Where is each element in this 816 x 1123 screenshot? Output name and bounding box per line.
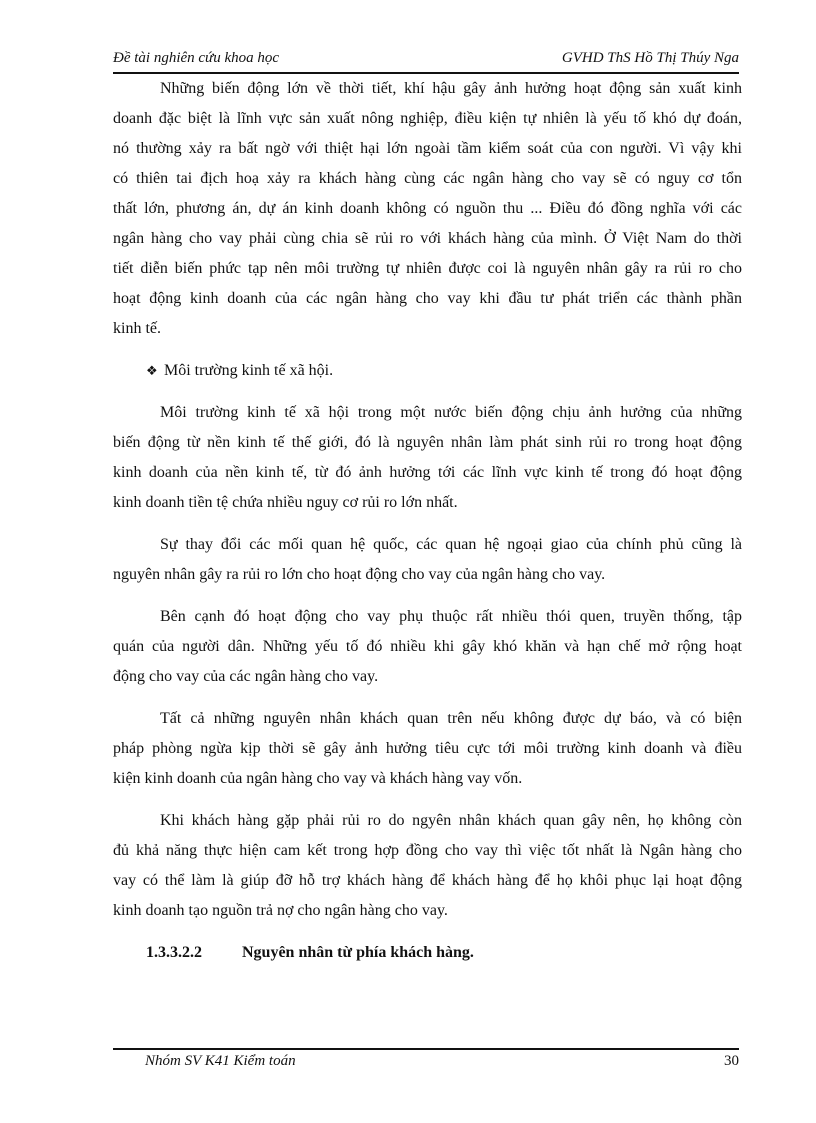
text-line: Khi khách hàng gặp phải rủi ro do ngyên nhân khách quan gây nên, họ không còn (160, 812, 742, 829)
text-line: kinh doanh tiền tệ chứa nhiều nguy cơ rủi ro lớn nhất. (113, 494, 458, 511)
footer-group-name: Nhóm SV K41 Kiểm toán (145, 1053, 296, 1069)
bullet-item (113, 356, 742, 386)
text-line: Bên cạnh đó hoạt động cho vay phụ thuộc rất nhiều thói quen, truyền thống, tập (160, 608, 742, 625)
text-line: kinh doanh của nền kinh tế, từ đó ảnh hưởng tới các lĩnh vực kinh tế trong đó hoạt động (113, 464, 742, 481)
text-line: ngân hàng cho vay phải cùng chia sẽ rủi ro với khách hàng của mình. Ở Việt Nam do thời (113, 230, 742, 247)
text-line: động cho vay của các ngân hàng cho vay. (113, 668, 379, 685)
paragraph (113, 704, 742, 794)
text-line: doanh đặc biệt là lĩnh vực sản xuất nông nghiệp, điều kiện tự nhiên là yếu tố khó dự đoán, (113, 110, 742, 127)
section-title: Nguyên nhân từ phía khách hàng. (242, 944, 474, 961)
text-line: quán của người dân. Những yếu tố đó nhiều khi gây khó khăn và hạn chế mở rộng hoạt (113, 638, 742, 655)
text-line: hoạt động kinh doanh của các ngân hàng cho vay khi đầu tư phát triển các thành phần (113, 290, 742, 307)
text-line: nó thường xảy ra bất ngờ với thiệt hại lớn ngoài tầm kiểm soát của con người. Vì vậy khi (113, 140, 742, 157)
text-line: nguyên nhân gây ra rủi ro lớn cho hoạt động cho vay của ngân hàng cho vay. (113, 566, 606, 583)
text-line: Những biến động lớn về thời tiết, khí hậu gây ảnh hưởng hoạt động sản xuất kinh (160, 80, 742, 97)
section-number: 1.3.3.2.2 (146, 944, 202, 961)
text-line: kinh doanh tạo nguồn trả nợ cho ngân hàng cho vay. (113, 902, 448, 919)
text-line: vay có thể làm là giúp đỡ hỗ trợ khách hàng để khách hàng để họ khôi phục lại hoạt động (113, 872, 742, 889)
paragraph (113, 602, 742, 692)
text-line: có thiên tai địch hoạ xảy ra khách hàng cùng các ngân hàng cho vay sẽ có nguy cơ tổn (113, 170, 742, 187)
diamond-bullet-icon: ❖ (146, 364, 158, 379)
page-header (113, 50, 739, 72)
paragraph (113, 74, 742, 344)
text-line: pháp phòng ngừa kịp thời sẽ gây ảnh hưởng tiêu cực tới môi trường kinh doanh và điều (113, 740, 742, 757)
text-line: Môi trường kinh tế xã hội trong một nước biến động chịu ảnh hưởng của những (160, 404, 742, 421)
text-line: kinh tế. (113, 320, 161, 337)
paragraph (113, 530, 742, 590)
bullet-text: Môi trường kinh tế xã hội. (164, 362, 334, 379)
page-number: 30 (724, 1053, 739, 1069)
paragraph (113, 806, 742, 926)
page-body (113, 74, 742, 968)
text-line: thất lớn, phương án, dự án kinh doanh không có nguồn thu ... Điều đó đồng nghĩa với các (113, 200, 742, 217)
section-heading (113, 938, 742, 968)
text-line: Sự thay đổi các mối quan hệ quốc, các quan hệ ngoại giao của chính phủ cũng là (160, 536, 742, 553)
header-advisor: GVHD ThS Hồ Thị Thúy Nga (561, 50, 739, 66)
text-line: đủ khả năng thực hiện cam kết trong hợp đồng cho vay thì việc tốt nhất là Ngân hàng cho (113, 842, 742, 859)
text-line: Tất cả những nguyên nhân khách quan trên nếu không được dự báo, và có biện (160, 710, 742, 727)
text-line: biến động từ nền kinh tế thế giới, đó là nguyên nhân làm phát sinh rủi ro trong hoạt động (113, 434, 742, 451)
footer-divider (113, 1048, 739, 1050)
header-title: Đề tài nghiên cứu khoa học (113, 50, 280, 66)
text-line: kiện kinh doanh của ngân hàng cho vay và khách hàng vay vốn. (113, 770, 523, 787)
page-footer (113, 1053, 739, 1075)
text-line: tiết diễn biến phức tạp nên môi trường tự nhiên được coi là nguyên nhân gây ra rủi ro cho (113, 260, 742, 277)
paragraph (113, 398, 742, 518)
